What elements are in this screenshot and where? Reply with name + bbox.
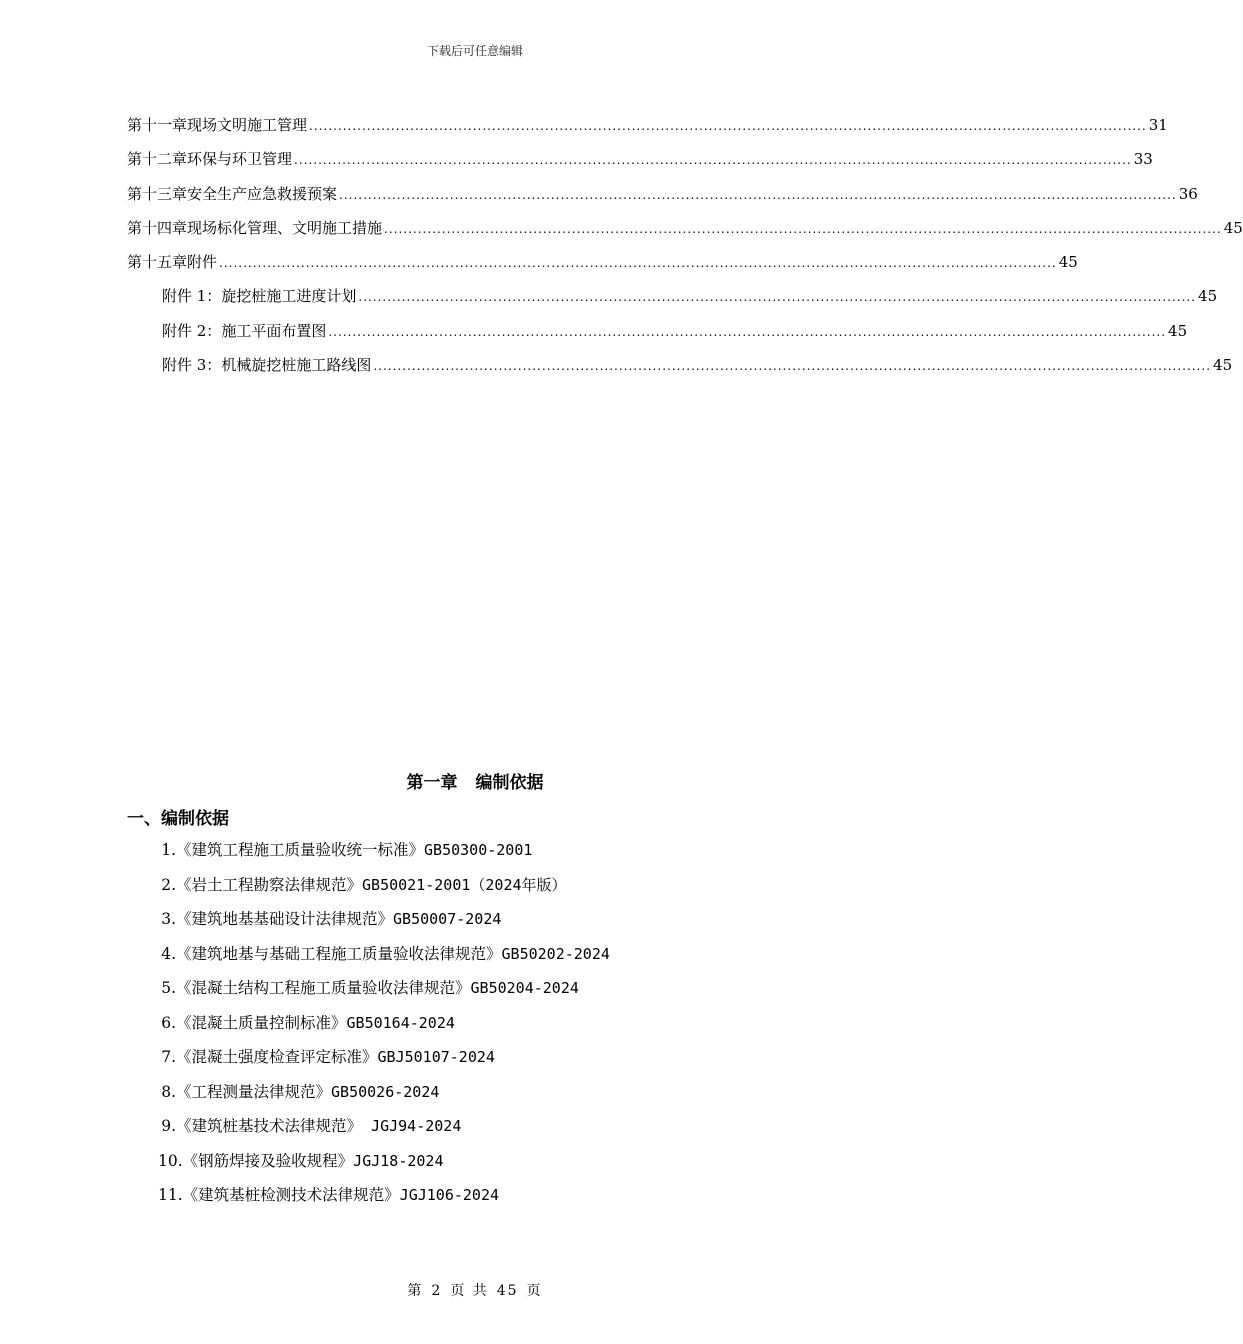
toc-entry-number: 第十二章 [127, 150, 188, 169]
section-heading: 一、编制依据 [127, 809, 229, 829]
reference-number: 3. [161, 910, 176, 928]
reference-item [158, 942, 858, 977]
toc-entry-page: 36 [1178, 184, 1198, 203]
reference-code: GB50164-2024 [346, 1013, 455, 1032]
toc-entry-page: 31 [1148, 116, 1168, 134]
toc-dot-leader: .............................................................................................................................................................................. [309, 119, 1147, 133]
page-footer [0, 1280, 950, 1300]
reference-code: JGJ94-2024 [362, 1117, 462, 1135]
reference-title: 《建筑地基基础设计法律规范》 [176, 910, 394, 928]
chapter-heading [0, 768, 950, 793]
toc-entry[interactable] [127, 114, 1168, 148]
reference-number: 10. [158, 1151, 183, 1170]
toc-entry-page: 45 [1213, 356, 1233, 375]
toc-entry[interactable] [127, 354, 1233, 388]
toc-entry-title: 环保与环卫管理 [187, 150, 293, 169]
toc-entry-title: 现场文明施工管理 [187, 116, 308, 134]
reference-code: GB50300-2001 [424, 841, 533, 859]
reference-item [158, 838, 858, 873]
toc-entry-number: 附件 2： [162, 321, 222, 340]
reference-item [158, 873, 858, 908]
reference-title: 《混凝土结构工程施工质量验收法律规范》 [176, 979, 471, 997]
reference-title: 《建筑基桩检测技术法律规范》 [182, 1186, 400, 1204]
reference-code: JGJ18-2024 [353, 1151, 444, 1170]
toc-entry[interactable] [127, 285, 1218, 319]
reference-item [158, 1011, 858, 1046]
toc-entry-number: 附件 3： [162, 356, 222, 375]
toc-dot-leader: .............................................................................................................................................................................. [384, 221, 1222, 236]
toc-entry-title: 施工平面布置图 [221, 321, 327, 340]
reference-list [158, 838, 858, 1218]
reference-number: 4. [161, 944, 176, 963]
reference-code: GB50202-2024 [501, 944, 610, 963]
toc-dot-leader: .............................................................................................................................................................................. [219, 256, 1057, 271]
toc-entry-title: 现场标化管理、文明施工措施 [187, 218, 383, 237]
toc-entry[interactable] [127, 251, 1078, 285]
reference-title: 《钢筋焊接及验收规程》 [182, 1151, 354, 1170]
reference-number: 5. [161, 979, 176, 997]
reference-number: 1. [161, 841, 176, 859]
reference-code: GB50021-2001（2024年版） [362, 875, 567, 894]
reference-item [158, 907, 858, 942]
reference-title: 《建筑地基与基础工程施工质量验收法律规范》 [176, 944, 502, 963]
reference-number: 7. [161, 1048, 176, 1066]
reference-item [158, 1183, 858, 1218]
toc-entry-number: 附件 1： [162, 287, 222, 306]
chapter-name: 编制依据 [475, 773, 544, 793]
toc-entry-page: 45 [1168, 321, 1188, 340]
toc-entry-title: 安全生产应急救援预案 [187, 184, 338, 203]
chapter-number: 第一章 [406, 773, 458, 793]
reference-item [158, 1080, 858, 1115]
toc-entry-page: 45 [1198, 287, 1218, 306]
reference-number: 2. [161, 875, 176, 894]
reference-number: 9. [161, 1117, 176, 1135]
toc-entry[interactable] [127, 148, 1153, 182]
reference-number: 11. [158, 1186, 183, 1204]
toc-entry[interactable] [127, 320, 1188, 354]
toc-entry-title: 旋挖桩施工进度计划 [221, 287, 357, 306]
toc-entry[interactable] [127, 217, 1243, 251]
toc-entry-number: 第十四章 [127, 218, 188, 237]
reference-code: GBJ50107-2024 [377, 1048, 495, 1066]
toc-dot-leader: .............................................................................................................................................................................. [328, 324, 1167, 339]
reference-number: 8. [161, 1082, 176, 1101]
footer-middle: 页 共 [450, 1283, 489, 1299]
reference-item [158, 1149, 858, 1184]
reference-item [158, 976, 858, 1011]
toc-entry-number: 第十三章 [127, 184, 188, 203]
toc-dot-leader: .............................................................................................................................................................................. [294, 153, 1132, 168]
toc-entry-page: 45 [1058, 253, 1078, 272]
toc-entry-title: 机械旋挖桩施工路线图 [221, 356, 372, 375]
reference-number: 6. [161, 1013, 176, 1032]
reference-title: 《岩土工程勘察法律规范》 [176, 875, 363, 894]
reference-title: 《混凝土质量控制标准》 [176, 1013, 347, 1032]
toc-entry-number: 第十一章 [127, 116, 188, 134]
page-header: 下载后可任意编辑 [426, 44, 523, 58]
footer-suffix: 页 [526, 1283, 543, 1299]
reference-code: GB50204-2024 [470, 979, 579, 997]
reference-title: 《建筑工程施工质量验收统一标准》 [176, 841, 425, 859]
reference-code: GB50026-2024 [331, 1082, 440, 1101]
reference-title: 《混凝土强度检查评定标准》 [176, 1048, 378, 1066]
reference-item [158, 1045, 858, 1080]
toc-dot-leader: .............................................................................................................................................................................. [339, 187, 1177, 202]
toc-dot-leader: .............................................................................................................................................................................. [373, 359, 1212, 374]
toc-entry-page: 45 [1223, 218, 1243, 237]
footer-page-number: 2 [431, 1283, 443, 1299]
reference-code: GB50007-2024 [393, 910, 502, 928]
toc-entry-number: 第十五章 [127, 253, 188, 272]
reference-item [158, 1114, 858, 1149]
footer-prefix: 第 [407, 1283, 424, 1299]
reference-code: JGJ106-2024 [399, 1186, 500, 1204]
reference-title: 《工程测量法律规范》 [176, 1082, 332, 1101]
toc-entry[interactable] [127, 183, 1198, 217]
footer-total-pages: 45 [496, 1283, 519, 1299]
table-of-contents [127, 114, 1243, 388]
toc-entry-title: 附件 [187, 253, 218, 272]
toc-entry-page: 33 [1133, 150, 1153, 169]
reference-title: 《建筑桩基技术法律规范》 [176, 1117, 363, 1135]
toc-dot-leader: .............................................................................................................................................................................. [358, 290, 1197, 305]
